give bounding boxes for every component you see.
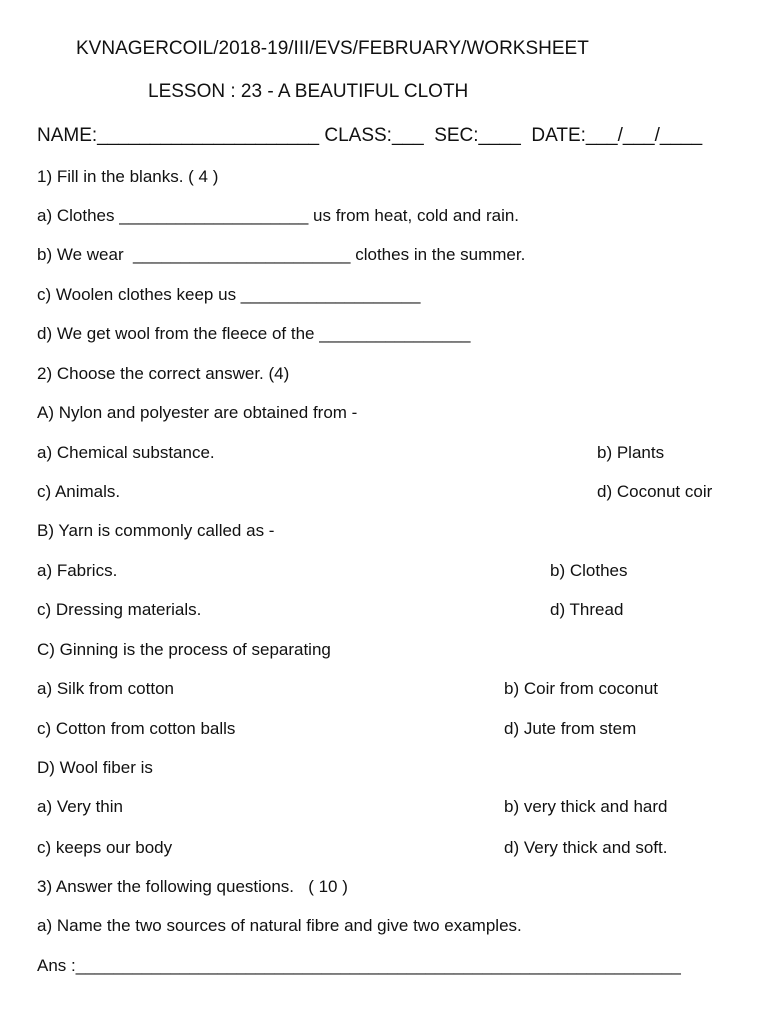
question-A-option-d: d) Coconut coir [597, 482, 713, 501]
question-C-option-b: b) Coir from coconut [504, 679, 658, 698]
question-C-option-c: c) Cotton from cotton balls [37, 719, 236, 738]
question-B-option-c: c) Dressing materials. [37, 600, 202, 619]
lesson-title: LESSON : 23 - A BEAUTIFUL CLOTH [148, 81, 469, 102]
question-D-option-c: c) keeps our body [37, 838, 173, 857]
fill-blank-d: d) We get wool from the fleece of the ________________ [37, 324, 471, 343]
fill-blank-c: c) Woolen clothes keep us ___________________ [37, 285, 421, 304]
short-answer-question-a: a) Name the two sources of natural fibre and give two examples. [37, 916, 522, 935]
section1-title: 1) Fill in the blanks. ( 4 ) [37, 167, 219, 186]
question-D-option-b: b) very thick and hard [504, 797, 668, 816]
question-A-option-b: b) Plants [597, 443, 665, 462]
section2-title: 2) Choose the correct answer. (4) [37, 364, 290, 383]
question-A-option-a: a) Chemical substance. [37, 443, 215, 462]
answer-line: Ans :________________________________________________________________ [37, 956, 681, 975]
question-A: A) Nylon and polyester are obtained from - [37, 403, 358, 422]
question-D-option-a: a) Very thin [37, 797, 123, 816]
question-C: C) Ginning is the process of separating [37, 640, 331, 659]
fill-blank-b: b) We wear _______________________ clothes in the summer. [37, 245, 526, 264]
fill-blank-a: a) Clothes ____________________ us from heat, cold and rain. [37, 206, 520, 225]
question-B-option-d: d) Thread [550, 600, 624, 619]
question-B: B) Yarn is commonly called as - [37, 521, 275, 540]
question-D-option-d: d) Very thick and soft. [504, 838, 668, 857]
question-C-option-a: a) Silk from cotton [37, 679, 174, 698]
question-A-option-c: c) Animals. [37, 482, 121, 501]
question-C-option-d: d) Jute from stem [504, 719, 637, 738]
question-B-option-a: a) Fabrics. [37, 561, 118, 580]
section3-title: 3) Answer the following questions. ( 10 ) [37, 877, 348, 896]
question-B-option-b: b) Clothes [550, 561, 628, 580]
question-D: D) Wool fiber is [37, 758, 153, 777]
student-info-line: NAME:_____________________ CLASS:___ SEC:____ DATE:___/___/____ [37, 125, 703, 146]
worksheet-code: KVNAGERCOIL/2018-19/III/EVS/FEBRUARY/WORKSHEET [76, 38, 589, 59]
